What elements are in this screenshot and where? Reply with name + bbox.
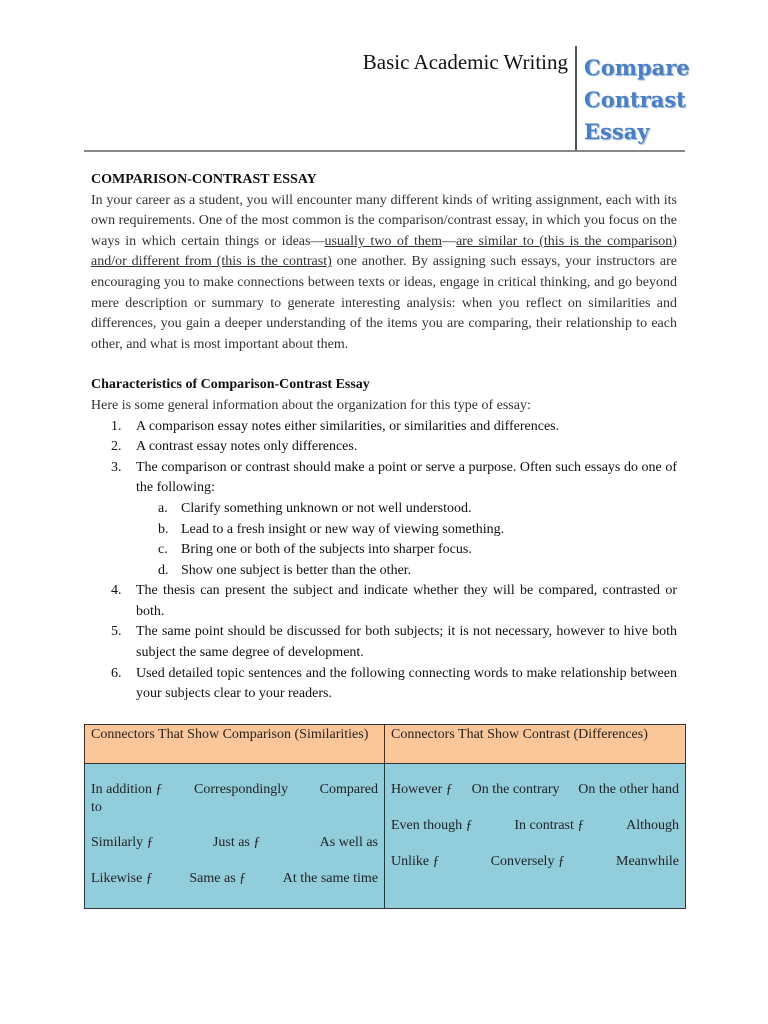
list-item: [91, 437, 677, 458]
list-number: 4.: [111, 583, 122, 599]
sub-list-item: [136, 520, 677, 541]
list-item: [91, 417, 677, 438]
sub-list-item: [136, 561, 677, 582]
header-side-line: Compare: [584, 55, 690, 80]
connector-word: On the other hand: [578, 782, 679, 797]
sub-list-item: [136, 540, 677, 561]
list-item-text: Used detailed topic sentences and the following connecting words to make relationship between your subjects clear to your readers.: [136, 665, 677, 702]
em-dash: —: [441, 233, 456, 249]
subsection-heading: Characteristics of Comparison-Contrast Essay: [91, 377, 370, 393]
connector-word: Similarly ƒ: [91, 835, 154, 850]
page-header: [0, 0, 768, 152]
header-side-title: [584, 52, 690, 148]
connector-row: [91, 834, 378, 852]
paragraph-text: In your career as a student, you will encounter many different kinds of writing assignment, each with its own requirements. One of the most common is the comparison/contrast essay, in which you focus on the ways in which certain things or ideas—: [91, 192, 677, 249]
sub-list-letter: b.: [158, 521, 169, 537]
list-number: 6.: [111, 665, 122, 681]
connector-word: Compared: [319, 782, 378, 797]
connector-word: Correspondingly: [194, 782, 289, 797]
connector-word: In contrast ƒ: [514, 818, 585, 833]
header-vertical-divider: [575, 46, 577, 150]
list-item: [91, 581, 677, 622]
sub-list-item-text: Lead to a fresh insight or new way of viewing something.: [181, 521, 505, 537]
connector-word: On the contrary: [471, 782, 560, 797]
list-item-text: A comparison essay notes either similarities, or similarities and differences.: [136, 418, 560, 434]
list-item: [91, 458, 677, 582]
comparison-connectors-cell: [85, 764, 385, 909]
list-item-text: The comparison or contrast should make a point or serve a purpose. Often such essays do one of the following:: [136, 459, 677, 496]
connector-row: [391, 781, 679, 799]
list-number: 1.: [111, 418, 122, 434]
connector-row: [391, 817, 679, 835]
header-title: Basic Academic Writing: [362, 50, 568, 74]
list-item: [91, 622, 677, 663]
list-intro: Here is some general information about the organization for this type of essay:: [91, 397, 531, 413]
list-number: 3.: [111, 459, 122, 475]
sub-list-item: [136, 499, 677, 520]
connector-word: Although: [626, 818, 679, 833]
connector-word: Same as ƒ: [189, 871, 247, 886]
paragraph-text: one another. By assigning such essays, your instructors are encouraging you to make connections between texts or ideas, engage in critical thinking, and go beyond mere description or summary to generate interesting analysis: when you reflect on similarities and differences, you gain a deeper understanding of the items you are comparing, their relationship to each other, and what is most important about them.: [91, 254, 677, 352]
table-header-contrast: Connectors That Show Contrast (Differences): [385, 725, 686, 764]
connector-word: Just as ƒ: [212, 835, 261, 850]
document-body: [91, 170, 677, 705]
header-side-line: Essay: [584, 119, 650, 144]
connector-word: Likewise ƒ: [91, 871, 153, 886]
connector-word: At the same time: [282, 871, 378, 886]
underlined-text: are similar to (this is the comparison) and/or different from (this is the contrast): [91, 233, 677, 270]
list-item: [91, 664, 677, 705]
connectors-table: [84, 724, 686, 909]
intro-paragraph: [91, 191, 677, 356]
connector-row: [91, 799, 378, 817]
sub-list-letter: d.: [158, 562, 169, 578]
sub-list-item-text: Clarify something unknown or not well understood.: [181, 500, 472, 516]
sub-list: [136, 499, 677, 581]
connector-word: Conversely ƒ: [490, 854, 565, 869]
connector-row: [91, 781, 378, 799]
sub-list-item-text: Bring one or both of the subjects into sharper focus.: [181, 542, 472, 558]
connector-row: [391, 853, 679, 871]
list-item-text: A contrast essay notes only differences.: [136, 439, 358, 455]
list-item-text: The same point should be discussed for both subjects; it is not necessary, however to hive both subject the same degree of development.: [136, 624, 677, 661]
connector-word: As well as: [319, 835, 378, 850]
list-number: 5.: [111, 624, 122, 640]
table-header-comparison: Connectors That Show Comparison (Similarities): [85, 725, 385, 764]
connector-word: to: [91, 800, 102, 815]
header-horizontal-divider: [84, 150, 685, 152]
connector-row: [91, 870, 378, 888]
sub-list-letter: a.: [158, 500, 168, 516]
connector-word: Unlike ƒ: [391, 854, 440, 869]
characteristics-list: [91, 417, 677, 705]
contrast-connectors-cell: [385, 764, 686, 909]
connector-word: Even though ƒ: [391, 818, 473, 833]
sub-list-item-text: Show one subject is better than the other.: [181, 562, 412, 578]
header-side-line: Contrast: [584, 87, 686, 112]
connector-word: However ƒ: [391, 782, 453, 797]
sub-list-letter: c.: [158, 542, 168, 558]
connector-word: In addition ƒ: [91, 782, 163, 797]
underlined-text: usually two of them: [324, 233, 442, 249]
connector-word: Meanwhile: [616, 854, 679, 869]
list-item-text: The thesis can present the subject and indicate whether they will be compared, contrasted or both.: [136, 583, 677, 619]
list-number: 2.: [111, 439, 122, 455]
section-heading: COMPARISON-CONTRAST ESSAY: [91, 172, 317, 187]
